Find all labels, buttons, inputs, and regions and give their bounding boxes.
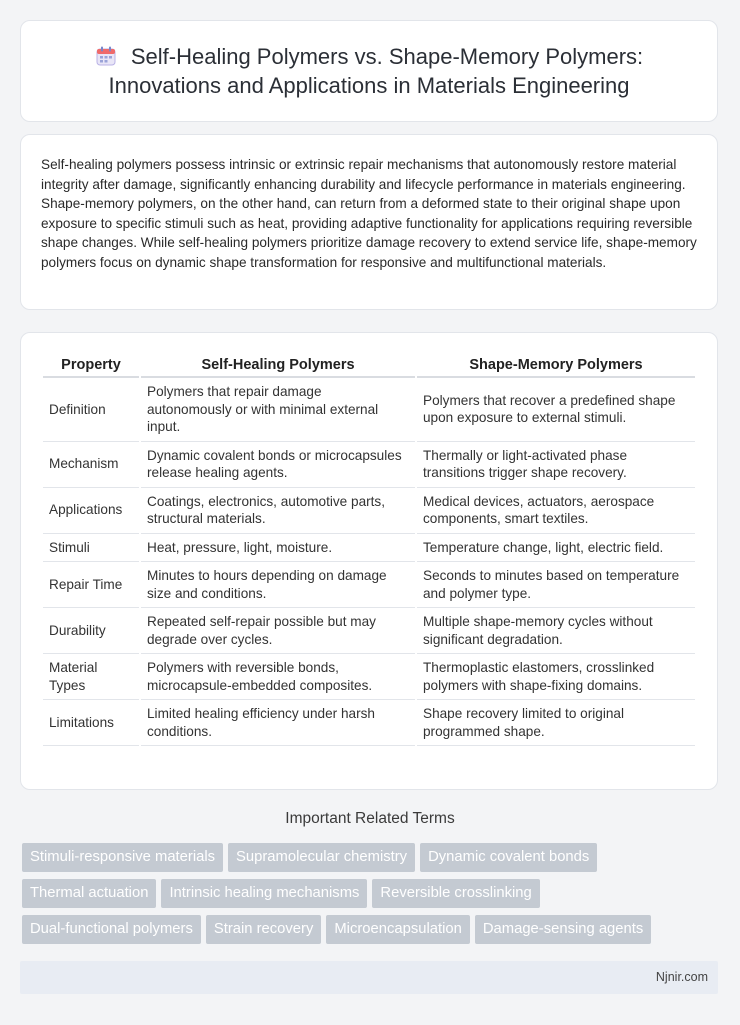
row-property: Limitations: [43, 700, 139, 746]
intro-paragraph: Self-healing polymers possess intrinsic or extrinsic repair mechanisms that autonomously restore material integrity after damage, significantly enhancing durability and lifecycle performance in materials engineering. Shape-memory polymers, on the other hand, can return from a deformed state to their original shape upon exposure to specific stimuli such as heat, providing adaptive functionality for applications requiring reversible shape changes. While self-healing polymers prioritize damage recovery to extend service life, shape-memory polymers focus on dynamic shape transformation for responsive and multifunctional materials.: [41, 157, 697, 270]
table-row: [43, 654, 695, 700]
row-property: Stimuli: [43, 534, 139, 563]
row-self-healing: Coatings, electronics, automotive parts, structural materials.: [141, 488, 415, 534]
row-shape-memory: Thermally or light-activated phase transitions trigger shape recovery.: [417, 442, 695, 488]
table-row: [43, 562, 695, 608]
row-self-healing: Minutes to hours depending on damage size and conditions.: [141, 562, 415, 608]
comparison-table: [41, 353, 697, 746]
related-term-tag[interactable]: Damage-sensing agents: [475, 915, 651, 944]
row-shape-memory: Medical devices, actuators, aerospace components, smart textiles.: [417, 488, 695, 534]
title-card: [20, 20, 718, 122]
calendar-icon: [95, 45, 117, 67]
header-property: Property: [43, 353, 139, 378]
table-row: [43, 378, 695, 442]
row-property: Definition: [43, 378, 139, 442]
related-term-tag[interactable]: Supramolecular chemistry: [228, 843, 415, 872]
row-property: Mechanism: [43, 442, 139, 488]
row-property: Material Types: [43, 654, 139, 700]
row-self-healing: Repeated self-repair possible but may degrade over cycles.: [141, 608, 415, 654]
page-title: [21, 42, 717, 100]
row-property: Repair Time: [43, 562, 139, 608]
table-row: [43, 442, 695, 488]
header-shape-memory: Shape-Memory Polymers: [417, 353, 695, 378]
comparison-table-card: [20, 332, 718, 790]
related-term-tag[interactable]: Reversible crosslinking: [372, 879, 539, 908]
related-term-tag[interactable]: Dynamic covalent bonds: [420, 843, 597, 872]
row-self-healing: Heat, pressure, light, moisture.: [141, 534, 415, 563]
page-title-text: Self-Healing Polymers vs. Shape-Memory Polymers: Innovations and Applications in Materials Engineering: [108, 44, 644, 98]
row-property: Applications: [43, 488, 139, 534]
row-shape-memory: Shape recovery limited to original programmed shape.: [417, 700, 695, 746]
related-terms-list: [22, 843, 722, 951]
table-row: [43, 534, 695, 563]
row-self-healing: Polymers that repair damage autonomously or with minimal external input.: [141, 378, 415, 442]
table-row: [43, 700, 695, 746]
intro-card: [20, 134, 718, 310]
row-shape-memory: Seconds to minutes based on temperature and polymer type.: [417, 562, 695, 608]
row-shape-memory: Polymers that recover a predefined shape upon exposure to external stimuli.: [417, 378, 695, 442]
row-shape-memory: Thermoplastic elastomers, crosslinked polymers with shape-fixing domains.: [417, 654, 695, 700]
table-header-row: [43, 353, 695, 378]
row-shape-memory: Multiple shape-memory cycles without significant degradation.: [417, 608, 695, 654]
footer: [20, 961, 718, 994]
footer-site-link[interactable]: Njnir.com: [655, 970, 708, 984]
row-property: Durability: [43, 608, 139, 654]
related-term-tag[interactable]: Strain recovery: [206, 915, 322, 944]
row-self-healing: Dynamic covalent bonds or microcapsules release healing agents.: [141, 442, 415, 488]
table-row: [43, 608, 695, 654]
header-self-healing: Self-Healing Polymers: [141, 353, 415, 378]
related-term-tag[interactable]: Dual-functional polymers: [22, 915, 201, 944]
related-term-tag[interactable]: Intrinsic healing mechanisms: [161, 879, 367, 908]
related-term-tag[interactable]: Microencapsulation: [326, 915, 470, 944]
related-term-tag[interactable]: Stimuli-responsive materials: [22, 843, 223, 872]
related-terms-title: Important Related Terms: [285, 810, 455, 827]
row-self-healing: Polymers with reversible bonds, microcapsule-embedded composites.: [141, 654, 415, 700]
related-term-tag[interactable]: Thermal actuation: [22, 879, 156, 908]
table-row: [43, 488, 695, 534]
row-self-healing: Limited healing efficiency under harsh conditions.: [141, 700, 415, 746]
row-shape-memory: Temperature change, light, electric field.: [417, 534, 695, 563]
